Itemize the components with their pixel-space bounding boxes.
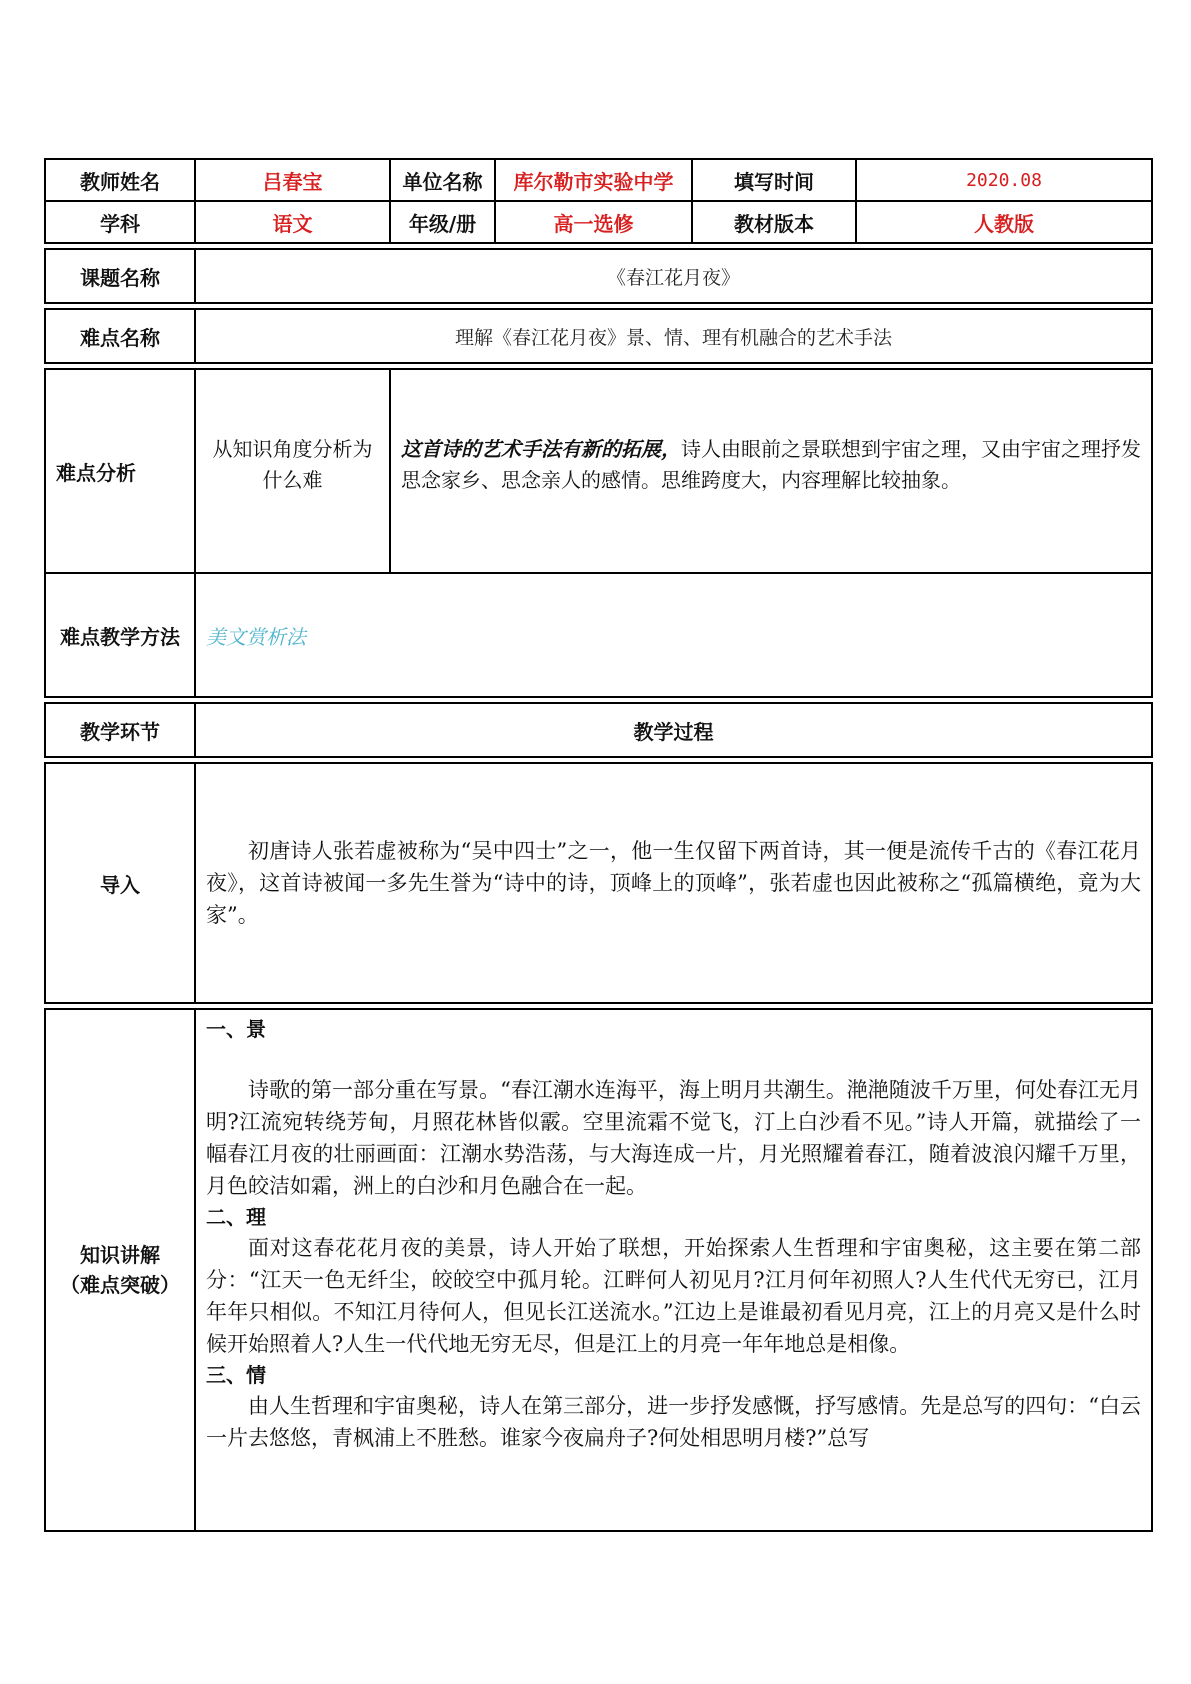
method-value: 美文赏析法	[195, 573, 1152, 697]
header-row-1	[45, 159, 1152, 201]
knowledge-content	[206, 1014, 1141, 1530]
analysis-text-cell	[390, 369, 1152, 573]
teacher-label: 教师姓名	[45, 159, 195, 201]
lesson-plan-page	[44, 158, 1151, 1532]
knowledge-content-cell	[195, 1009, 1152, 1531]
section-2-title: 二、理	[206, 1205, 266, 1229]
difficulty-value: 理解《春江花月夜》景、情、理有机融合的艺术手法	[195, 309, 1152, 363]
section-3-title: 三、情	[206, 1363, 266, 1387]
difficulty-label: 难点名称	[45, 309, 195, 363]
header-row-2	[45, 201, 1152, 243]
process-step-label: 教学环节	[45, 703, 195, 757]
time-label: 填写时间	[692, 159, 856, 201]
section-1-text: 诗歌的第一部分重在写景。“春江潮水连海平，海上明月共潮生。滟滟随波千万里，何处春江无月明?江流宛转绕芳甸，月照花林皆似霰。空里流霜不觉飞，汀上白沙看不见。”诗人开篇，就描绘了一幅春江月夜的壮丽画面：江潮水势浩荡，与大海连成一片，月光照耀着春江，随着波浪闪耀千万里，月色皎洁如霜，洲上的白沙和月色融合在一起。	[206, 1078, 1141, 1198]
intro-row	[45, 763, 1152, 1003]
intro-cell	[195, 763, 1152, 1003]
knowledge-sublabel: （难点突破）	[60, 1273, 180, 1297]
topic-row	[45, 249, 1152, 303]
method-row	[45, 573, 1152, 697]
section-3-text: 由人生哲理和宇宙奥秘，诗人在第三部分，进一步抒发感慨，抒写感情。先是总写的四句：“白云一片去悠悠，青枫浦上不胜愁。谁家今夜扁舟子?何处相思明月楼?”总写	[206, 1394, 1141, 1450]
knowledge-row	[45, 1009, 1152, 1531]
section-1-title: 一、景	[206, 1017, 266, 1041]
unit-label: 单位名称	[390, 159, 495, 201]
analysis-text: 诗人由眼前之景联想到宇宙之理，又由宇宙之理抒发思念家乡、思念亲人的感情。思维跨度大，内容理解比较抽象。	[401, 437, 1141, 492]
edition-label: 教材版本	[692, 201, 856, 243]
analysis-lead: 这首诗的艺术手法有新的拓展，	[401, 437, 681, 461]
teacher-name: 吕春宝	[195, 159, 390, 201]
section-2-text: 面对这春花花月夜的美景，诗人开始了联想，开始探索人生哲理和宇宙奥秘，这主要在第二部分：“江天一色无纤尘，皎皎空中孤月轮。江畔何人初见月?江月何年初照人?人生代代无穷已，江月年年只相似。不知江月待何人，但见长江送流水。”江边上是谁最初看见月亮，江上的月亮又是什么时候开始照着人?人生一代代地无穷无尽，但是江上的月亮一年年地总是相像。	[206, 1236, 1141, 1356]
subject-value: 语文	[195, 201, 390, 243]
method-label: 难点教学方法	[45, 573, 195, 697]
subject-label: 学科	[45, 201, 195, 243]
analysis-row	[45, 369, 1152, 573]
knowledge-label-cell	[45, 1009, 195, 1531]
edition-value: 人教版	[856, 201, 1152, 243]
lesson-plan-table	[44, 158, 1153, 1532]
grade-value: 高一选修	[495, 201, 692, 243]
topic-value: 《春江花月夜》	[195, 249, 1152, 303]
process-header-row	[45, 703, 1152, 757]
knowledge-label: 知识讲解	[80, 1243, 160, 1267]
intro-label: 导入	[45, 763, 195, 1003]
intro-text: 初唐诗人张若虚被称为“吴中四士”之一，他一生仅留下两首诗，其一便是流传千古的《春江花月夜》，这首诗被闻一多先生誉为“诗中的诗，顶峰上的顶峰”，张若虚也因此被称之“孤篇横绝，竟为大家”。	[206, 839, 1141, 927]
unit-name: 库尔勒市实验中学	[495, 159, 692, 201]
difficulty-row	[45, 309, 1152, 363]
analysis-angle: 从知识角度分析为什么难	[195, 369, 390, 573]
fill-time: 2020.08	[856, 159, 1152, 201]
topic-label: 课题名称	[45, 249, 195, 303]
analysis-label: 难点分析	[45, 369, 195, 573]
process-title: 教学过程	[195, 703, 1152, 757]
grade-label: 年级/册	[390, 201, 495, 243]
